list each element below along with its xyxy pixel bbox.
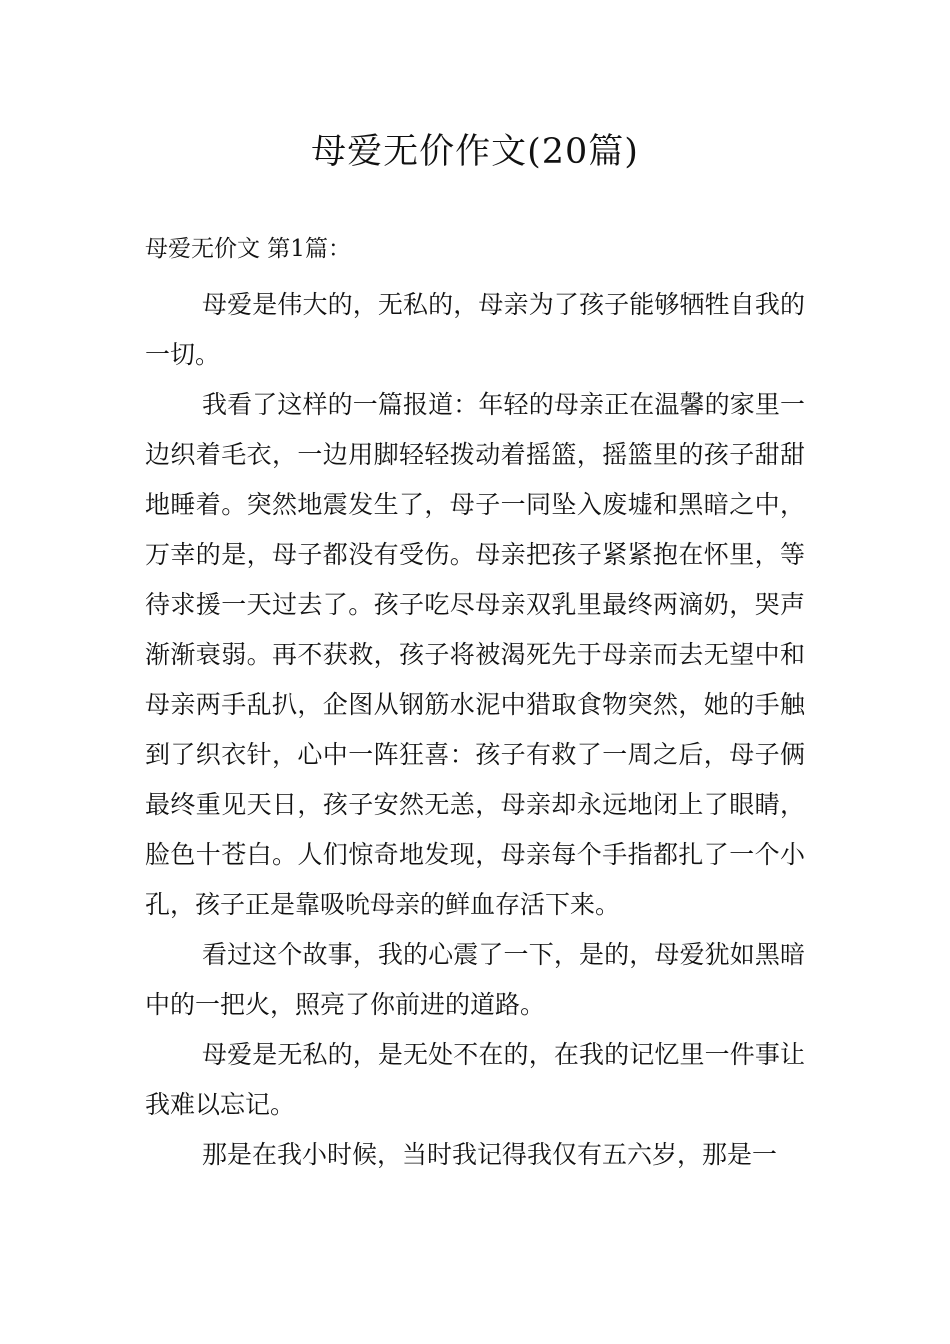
- document-title: 母爱无价作文(20篇): [311, 132, 639, 172]
- paragraph: 母爱是无私的，是无处不在的，在我的记忆里一件事让我难以忘记。: [145, 1040, 805, 1119]
- paragraph: 我看了这样的一篇报道：年轻的母亲正在温馨的家里一边织着毛衣，一边用脚轻轻拨动着摇篮，摇篮里的孩子甜甜地睡着。突然地震发生了，母子一同坠入废墟和黑暗之中，万幸的是，母子都没有受伤。母亲把孩子紧紧抱在怀里，等待求援一天过去了。孩子吃尽母亲双乳里最终两滴奶，哭声渐渐衰弱。再不获救，孩子将被渴死先于母亲而去无望中和母亲两手乱扒，企图从钢筋水泥中猎取食物突然，她的手触到了织衣针，心中一阵狂喜：孩子有救了一周之后，母子俩最终重见天日，孩子安然无恙，母亲却永远地闭上了眼睛，脸色十苍白。人们惊奇地发现，母亲每个手指都扎了一个小孔，孩子正是靠吸吮母亲的鲜血存活下来。: [145, 390, 805, 919]
- body-text: [145, 280, 805, 1180]
- paragraph: 母爱是伟大的，无私的，母亲为了孩子能够牺牲自我的一切。: [145, 290, 805, 369]
- paragraph: 看过这个故事，我的心震了一下，是的，母爱犹如黑暗中的一把火，照亮了你前进的道路。: [145, 940, 805, 1019]
- section-heading: 母爱无价文 第1篇：: [145, 236, 351, 262]
- paragraph: 那是在我小时候，当时我记得我仅有五六岁，那是一: [202, 1140, 778, 1169]
